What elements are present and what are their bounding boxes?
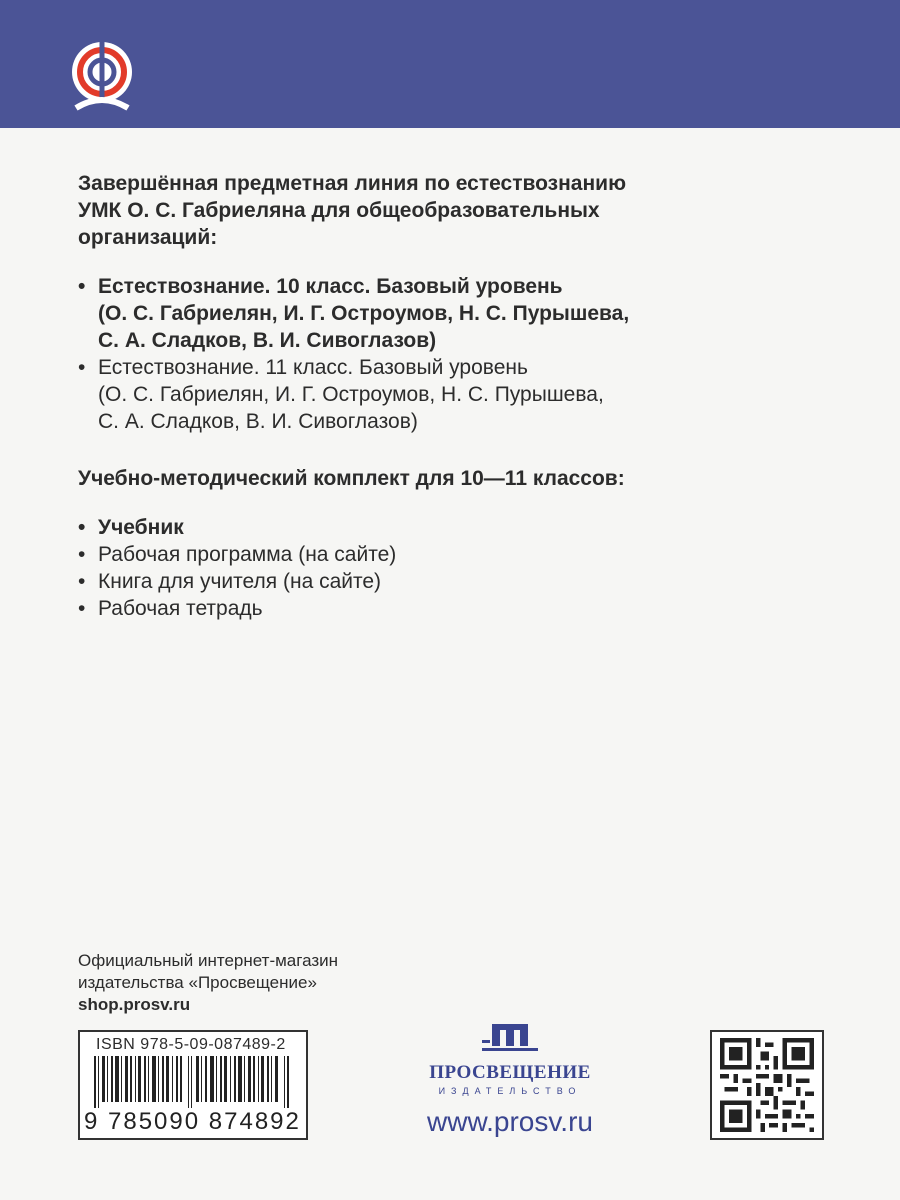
series-heading-line: Завершённая предметная линия по естествознанию [78,172,627,195]
kit-item: • Рабочая тетрадь [78,595,858,622]
isbn-barcode [78,1030,308,1140]
publisher-url: www.prosv.ru [427,1106,593,1137]
qr-code-icon [720,1038,814,1132]
publisher-subtitle: ИЗДАТЕЛЬСТВО [438,1086,582,1096]
kit-item: • Книга для учителя (на сайте) [78,568,858,595]
shop-info [78,950,338,1016]
qr-code [710,1030,824,1140]
main-text [78,170,858,622]
barcode-bars-icon [94,1056,290,1108]
kit-list [78,514,858,622]
book-title: • Естествознание. 11 класс. Базовый уровень [98,356,528,379]
book-item-grade-11 [78,354,858,435]
shop-url: shop.prosv.ru [78,995,191,1014]
book-authors: (О. С. Габриелян, И. Г. Остроумов, Н. С. Пурышева, [98,302,630,325]
publisher-mark-icon [482,1020,538,1056]
series-heading [78,170,858,251]
kit-heading: Учебно-методический комплект для 10—11 классов: [78,467,625,490]
book-item-grade-10 [78,273,858,354]
publisher-block [412,1020,608,1140]
barcode-digits: 9 785090 874892 [84,1108,301,1135]
book-title: • Естествознание. 10 класс. Базовый уровень [98,275,563,298]
publisher-name: ПРОСВЕЩЕНИЕ [429,1062,591,1083]
shop-line: Официальный интернет-магазин [78,951,339,970]
book-authors: С. А. Сладков, В. И. Сивоглазов) [98,329,437,352]
book-authors: С. А. Сладков, В. И. Сивоглазов) [98,410,418,433]
shop-line: издательства «Просвещение» [78,973,317,992]
book-authors: (О. С. Габриелян, И. Г. Остроумов, Н. С. Пурышева, [98,383,604,406]
series-heading-line: организаций: [78,226,218,249]
series-heading-line: УМК О. С. Габриеляна для общеобразовательных [78,199,600,222]
isbn-text: ISBN 978-5-09-087489-2 [96,1036,286,1053]
books-list [78,273,858,435]
kit-item: • Рабочая программа (на сайте) [78,541,858,568]
prosveshchenie-logo-icon [62,34,148,120]
kit-item: • Учебник [78,514,858,541]
